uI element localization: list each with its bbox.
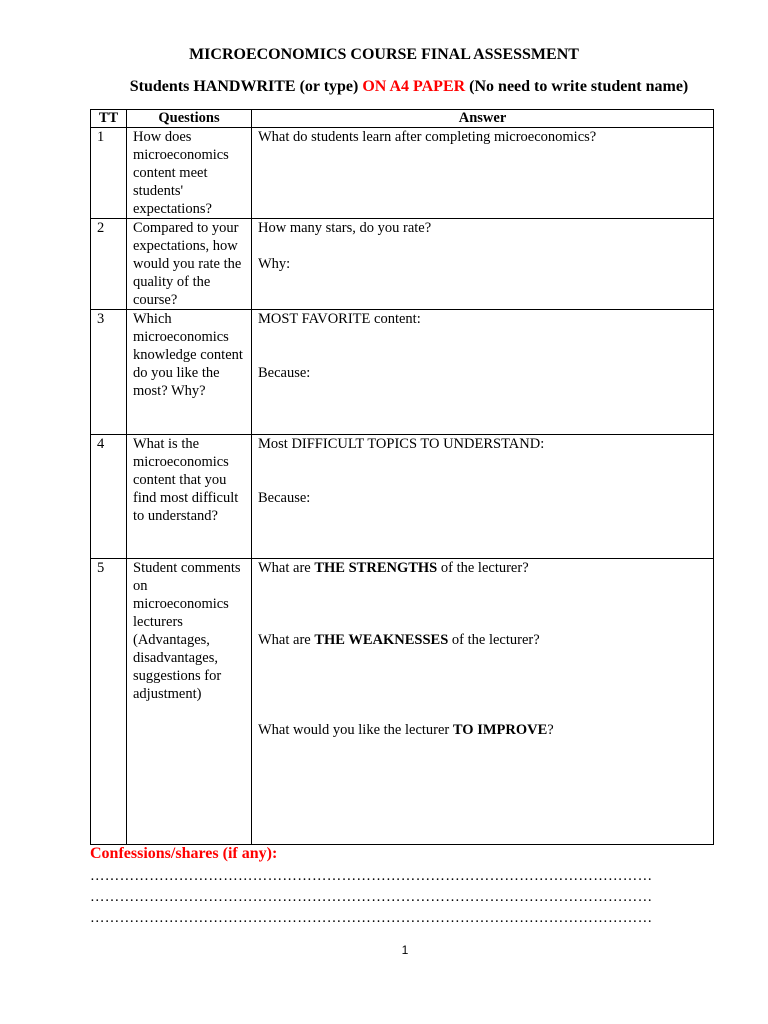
answer-cell[interactable] bbox=[252, 219, 714, 310]
answer-prompt: How many stars, do you rate? bbox=[258, 220, 432, 236]
answer-prompt: Most DIFFICULT TOPICS TO UNDERSTAND: bbox=[258, 436, 545, 452]
header-tt: TT bbox=[91, 110, 127, 128]
row-number: 4 bbox=[91, 435, 127, 559]
row-number: 1 bbox=[91, 128, 127, 219]
subtitle-paper-size: ON A4 PAPER bbox=[362, 78, 466, 95]
confessions-label: Confessions/shares (if any): bbox=[90, 845, 278, 862]
page-number: 1 bbox=[401, 943, 409, 957]
answer-prompt-why: Why: bbox=[258, 256, 291, 272]
question-cell: Student comments on microeconomics lecturers (Advantages, disadvantages, suggestions for adjustment) bbox=[127, 559, 252, 845]
answer-cell[interactable] bbox=[252, 310, 714, 435]
answer-cell[interactable] bbox=[252, 128, 714, 219]
assessment-table bbox=[90, 109, 714, 845]
question-cell: Compared to your expectations, how would you rate the quality of the course? bbox=[127, 219, 252, 310]
dotted-answer-line[interactable]: …………………………………………………………………………………………………… bbox=[90, 868, 653, 884]
question-cell: What is the microeconomics content that you find most difficult to understand? bbox=[127, 435, 252, 559]
table-row bbox=[91, 435, 714, 559]
row-number: 3 bbox=[91, 310, 127, 435]
table-header-row bbox=[91, 110, 714, 128]
question-cell: How does microeconomics content meet students' expectations? bbox=[127, 128, 252, 219]
answer-prompt-because: Because: bbox=[258, 365, 311, 381]
row-number: 2 bbox=[91, 219, 127, 310]
question-cell: Which microeconomics knowledge content do you like the most? Why? bbox=[127, 310, 252, 435]
page-title: MICROECONOMICS COURSE FINAL ASSESSMENT bbox=[189, 46, 579, 63]
page-subtitle bbox=[0, 78, 768, 96]
table-row bbox=[91, 559, 714, 845]
header-questions: Questions bbox=[127, 110, 252, 128]
answer-cell[interactable] bbox=[252, 435, 714, 559]
table-row bbox=[91, 310, 714, 435]
subtitle-note: (No need to write student name) bbox=[465, 78, 689, 95]
answer-prompt-strengths: What are THE STRENGTHS of the lecturer? bbox=[258, 560, 529, 576]
table-row bbox=[91, 128, 714, 219]
answer-cell[interactable] bbox=[252, 559, 714, 845]
dotted-answer-line[interactable]: …………………………………………………………………………………………………… bbox=[90, 889, 653, 905]
table-row bbox=[91, 219, 714, 310]
row-number: 5 bbox=[91, 559, 127, 845]
header-answer: Answer bbox=[252, 110, 714, 128]
answer-prompt-weaknesses: What are THE WEAKNESSES of the lecturer? bbox=[258, 632, 540, 648]
answer-prompt-because: Because: bbox=[258, 490, 311, 506]
subtitle-instruction: Students HANDWRITE (or type) bbox=[129, 78, 363, 95]
answer-prompt: What do students learn after completing microeconomics? bbox=[258, 129, 597, 145]
answer-prompt-improve: What would you like the lecturer TO IMPROVE? bbox=[258, 722, 554, 738]
answer-prompt: MOST FAVORITE content: bbox=[258, 311, 421, 327]
dotted-answer-line[interactable]: …………………………………………………………………………………………………… bbox=[90, 910, 653, 926]
